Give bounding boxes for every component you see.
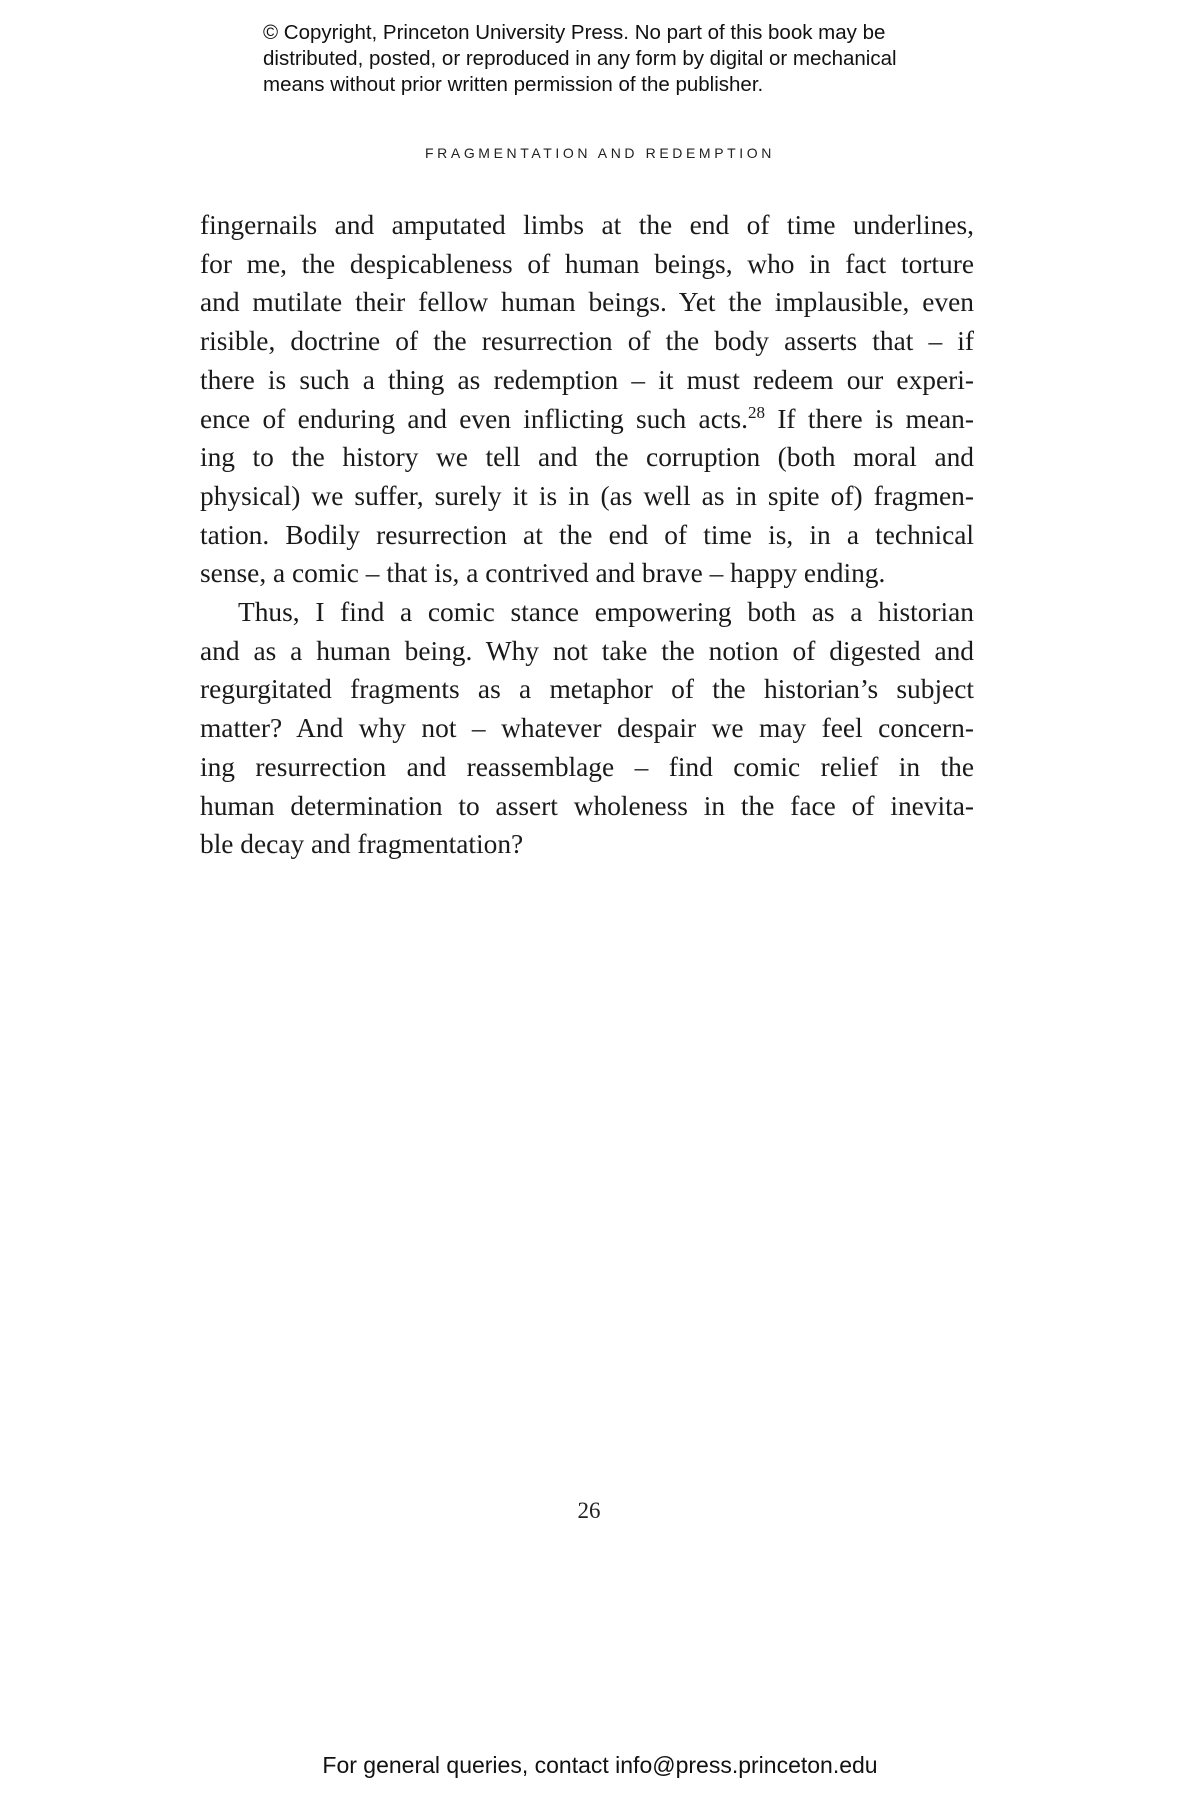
text-line: fingernails and amputated limbs at the end of time underlines, bbox=[200, 210, 974, 240]
text-segment: ence of enduring and even inflicting such acts. bbox=[200, 403, 748, 434]
footnote-reference[interactable]: 28 bbox=[747, 402, 765, 422]
text-line: ble decay and fragmentation? bbox=[200, 829, 524, 860]
body-text bbox=[200, 206, 974, 864]
paragraph-2 bbox=[200, 593, 974, 864]
text-line: human determination to assert wholeness in the face of inevita- bbox=[200, 790, 974, 821]
footer-contact: For general queries, contact info@press.princeton.edu bbox=[322, 1752, 878, 1778]
text-line: Thus, I find a comic stance empowering both as a historian bbox=[238, 597, 974, 628]
copyright-line: means without prior written permission of the publisher. bbox=[263, 73, 764, 96]
text-line: for me, the despicableness of human beings, who in fact torture bbox=[200, 248, 974, 279]
page-number: 26 bbox=[577, 1498, 601, 1523]
running-head: FRAGMENTATION AND REDEMPTION bbox=[425, 145, 775, 161]
text-line: ing to the history we tell and the corruption (both moral and bbox=[200, 442, 974, 473]
text-line: there is such a thing as redemption – it must redeem our experi- bbox=[200, 364, 974, 395]
copyright-notice bbox=[263, 20, 983, 98]
text-line: and as a human being. Why not take the notion of digested and bbox=[200, 635, 974, 666]
copyright-line: distributed, posted, or reproduced in any form by digital or mechanical bbox=[263, 47, 897, 70]
text-line: physical) we suffer, surely it is in (as well as in spite of) fragmen- bbox=[200, 480, 974, 511]
copyright-line: © Copyright, Princeton University Press. No part of this book may be bbox=[263, 21, 886, 44]
text-line: and mutilate their fellow human beings. Yet the implausible, even bbox=[200, 287, 974, 318]
text-segment: If there is mean- bbox=[764, 403, 974, 434]
text-line: regurgitated fragments as a metaphor of the historian’s subject bbox=[200, 674, 974, 705]
text-line: risible, doctrine of the resurrection of the body asserts that – if bbox=[200, 326, 974, 357]
paragraph-1 bbox=[200, 206, 974, 593]
text-line bbox=[200, 400, 974, 439]
text-line: ing resurrection and reassemblage – find comic relief in the bbox=[200, 751, 974, 782]
text-line: matter? And why not – whatever despair we may feel concern- bbox=[200, 713, 974, 744]
text-line: tation. Bodily resurrection at the end of time is, in a technical bbox=[200, 519, 974, 550]
text-line: sense, a comic – that is, a contrived and brave – happy ending. bbox=[200, 558, 886, 589]
